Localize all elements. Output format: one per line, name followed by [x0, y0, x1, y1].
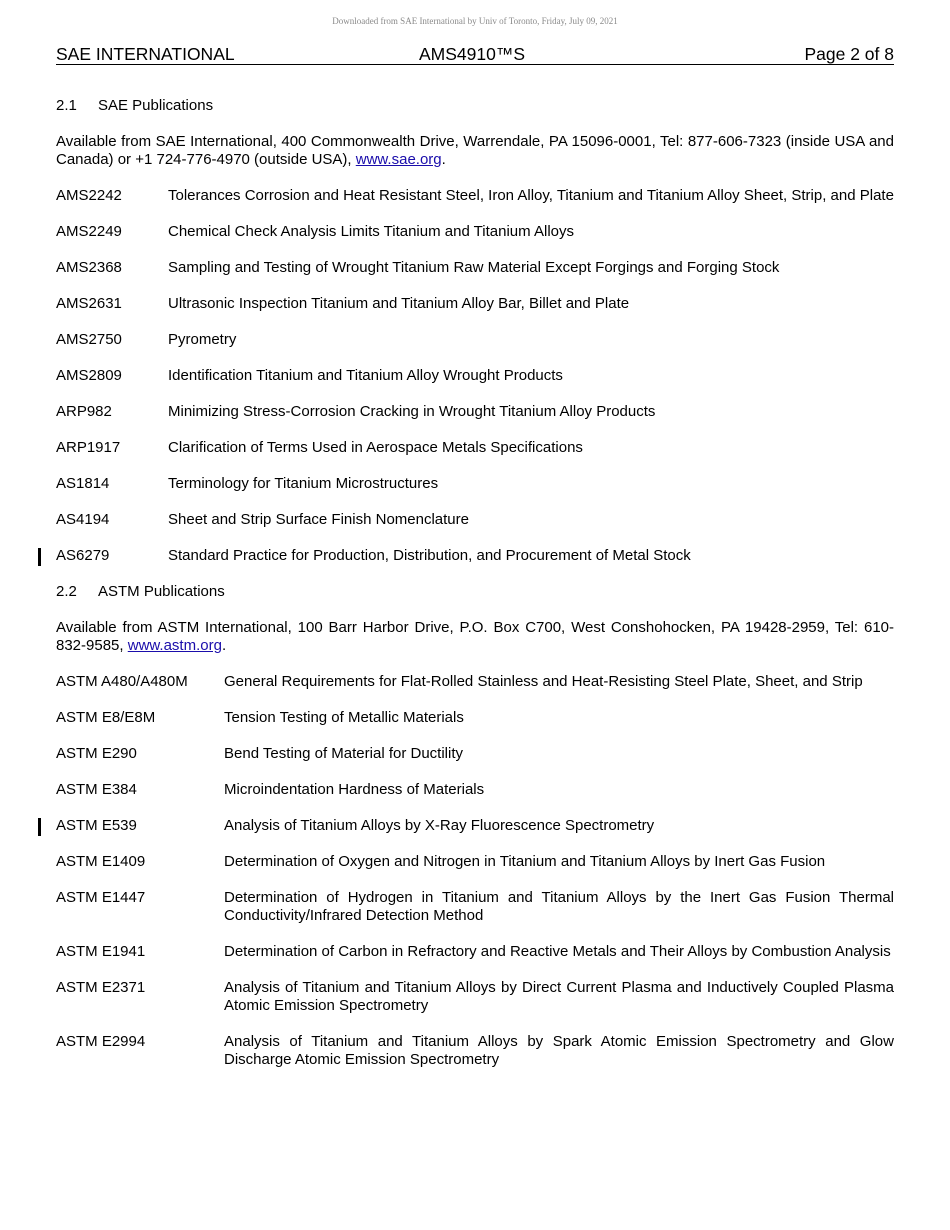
reference-code: AMS2750	[56, 331, 122, 348]
reference-title: Tension Testing of Metallic Materials	[224, 709, 464, 726]
section-number: 2.1	[56, 97, 77, 114]
download-watermark: Downloaded from SAE International by Univ of Toronto, Friday, July 09, 2021	[332, 16, 618, 26]
reference-item	[56, 223, 894, 241]
revision-change-bar	[38, 548, 41, 566]
reference-title: Clarification of Terms Used in Aerospace Metals Specifications	[168, 439, 583, 456]
punctuation: .	[221, 637, 227, 654]
reference-item	[56, 979, 894, 1015]
reference-item	[56, 889, 894, 925]
reference-item	[56, 187, 894, 205]
availability-text: Available from SAE International, 400 Commonwealth Drive, Warrendale, PA 15096-0001, Tel: 877-606-7323 (inside USA and Canada) or +1 724-776-4970 (outside USA),	[56, 133, 894, 168]
reference-item	[56, 331, 894, 349]
section-title: ASTM Publications	[98, 583, 225, 600]
reference-code: ASTM E384	[56, 781, 137, 798]
section-number: 2.2	[56, 583, 77, 600]
sae-website-link[interactable]: www.sae.org	[355, 151, 442, 168]
section-heading-astm	[56, 583, 894, 601]
reference-code: ARP1917	[56, 439, 121, 456]
reference-title: Tolerances Corrosion and Heat Resistant Steel, Iron Alloy, Titanium and Titanium Alloy Sheet, Strip, and Plate	[168, 187, 894, 204]
reference-code: ASTM E1941	[56, 943, 146, 960]
reference-code: ASTM E1409	[56, 853, 146, 870]
reference-item	[56, 439, 894, 457]
reference-item	[56, 547, 894, 565]
reference-title: General Requirements for Flat-Rolled Stainless and Heat-Resisting Steel Plate, Sheet, and Strip	[224, 673, 863, 690]
header-org: SAE INTERNATIONAL	[56, 44, 235, 64]
reference-title: Microindentation Hardness of Materials	[224, 781, 485, 798]
reference-code: ASTM E2994	[56, 1033, 146, 1050]
reference-item	[56, 673, 894, 691]
reference-item	[56, 475, 894, 493]
reference-item	[56, 817, 894, 835]
reference-item	[56, 1033, 894, 1069]
reference-item	[56, 259, 894, 277]
reference-code: AMS2631	[56, 295, 122, 312]
section-title: SAE Publications	[98, 97, 214, 114]
reference-code: AS6279	[56, 547, 110, 564]
reference-code: AMS2368	[56, 259, 122, 276]
reference-item	[56, 943, 894, 961]
reference-item	[56, 295, 894, 313]
reference-title: Analysis of Titanium Alloys by X-Ray Fluorescence Spectrometry	[224, 817, 655, 834]
reference-title: Determination of Oxygen and Nitrogen in Titanium and Titanium Alloys by Inert Gas Fusion	[224, 853, 826, 870]
reference-title: Chemical Check Analysis Limits Titanium and Titanium Alloys	[168, 223, 574, 240]
reference-title: Terminology for Titanium Microstructures	[168, 475, 439, 492]
reference-title: Sheet and Strip Surface Finish Nomenclature	[168, 511, 469, 528]
reference-title: Standard Practice for Production, Distribution, and Procurement of Metal Stock	[168, 547, 691, 564]
reference-code: ARP982	[56, 403, 112, 420]
reference-item	[56, 367, 894, 385]
reference-code: AMS2809	[56, 367, 122, 384]
reference-code: ASTM E539	[56, 817, 137, 834]
reference-item	[56, 853, 894, 871]
header-doc-id: AMS4910™S	[419, 44, 526, 64]
header-page-number: Page 2 of 8	[804, 44, 894, 64]
reference-item	[56, 781, 894, 799]
reference-code: ASTM E2371	[56, 979, 146, 996]
revision-change-bar	[38, 818, 41, 836]
reference-title: Analysis of Titanium and Titanium Alloys by Spark Atomic Emission Spectrometry and Glow Discharge Atomic Emission Spectrometry	[224, 1033, 894, 1068]
page-header	[56, 44, 894, 65]
reference-title: Determination of Hydrogen in Titanium and Titanium Alloys by the Inert Gas Fusion Thermal Conductivity/Infrared Detection Method	[224, 889, 894, 924]
reference-item	[56, 403, 894, 421]
reference-code: ASTM E1447	[56, 889, 146, 906]
reference-title: Ultrasonic Inspection Titanium and Titanium Alloy Bar, Billet and Plate	[168, 295, 630, 312]
reference-title: Analysis of Titanium and Titanium Alloys by Direct Current Plasma and Inductively Coupled Plasma Atomic Emission Spectrometry	[224, 979, 894, 1014]
availability-text: Available from ASTM International, 100 Barr Harbor Drive, P.O. Box C700, West Conshohocken, PA 19428-2959, Tel: 610-832-9585,	[56, 619, 894, 654]
reference-item	[56, 511, 894, 529]
section-heading-sae	[56, 97, 894, 115]
reference-code: AS1814	[56, 475, 110, 492]
reference-code: ASTM A480/A480M	[56, 673, 188, 690]
reference-title: Bend Testing of Material for Ductility	[224, 745, 463, 762]
astm-website-link[interactable]: www.astm.org	[127, 637, 222, 654]
reference-code: ASTM E8/E8M	[56, 709, 156, 726]
reference-code: ASTM E290	[56, 745, 137, 762]
reference-title: Identification Titanium and Titanium Alloy Wrought Products	[168, 367, 563, 384]
reference-code: AMS2242	[56, 187, 122, 204]
reference-code: AS4194	[56, 511, 110, 528]
reference-title: Determination of Carbon in Refractory and Reactive Metals and Their Alloys by Combustion Analysis	[224, 943, 891, 960]
reference-title: Sampling and Testing of Wrought Titanium Raw Material Except Forgings and Forging Stock	[168, 259, 780, 276]
reference-item	[56, 709, 894, 727]
sae-availability-paragraph	[56, 133, 894, 169]
document-body	[56, 97, 894, 1069]
astm-availability-paragraph	[56, 619, 894, 655]
reference-code: AMS2249	[56, 223, 122, 240]
reference-title: Minimizing Stress-Corrosion Cracking in Wrought Titanium Alloy Products	[168, 403, 656, 420]
reference-item	[56, 745, 894, 763]
punctuation: .	[441, 151, 446, 168]
reference-title: Pyrometry	[168, 331, 237, 348]
